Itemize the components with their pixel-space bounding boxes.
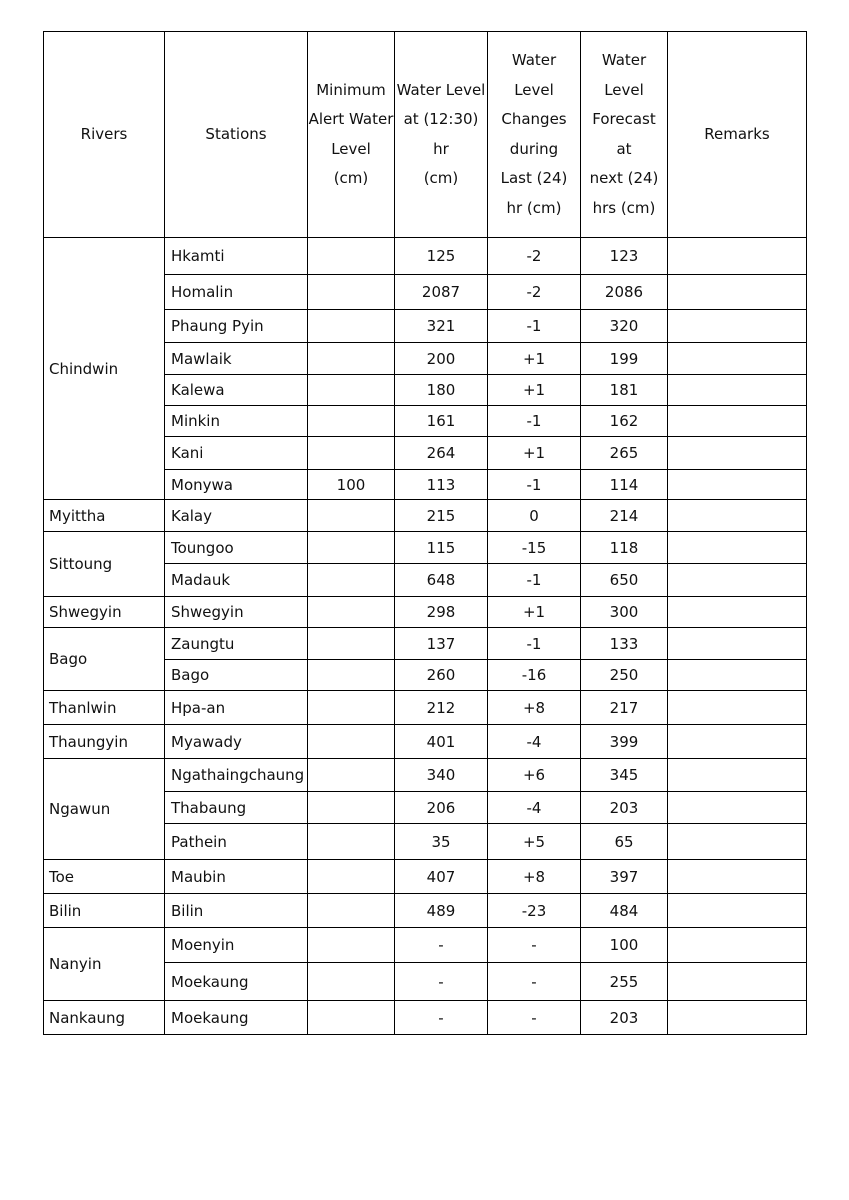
change-cell: -16 [488,660,581,691]
forecast-cell: 345 [581,759,668,792]
header-row [44,32,807,238]
alert-level-cell [308,310,395,343]
water-level-cell: - [395,1001,488,1035]
header-forecast: Water Level Forecast at next (24) hrs (cm) [581,32,668,238]
forecast-cell: 181 [581,375,668,406]
remarks-cell [668,470,807,500]
header-min-alert: Minimum Alert Water Level (cm) [308,32,395,238]
station-cell: Kani [165,437,308,470]
river-cell: Bilin [44,894,165,928]
header-water-level: Water Level at (12:30) hr (cm) [395,32,488,238]
forecast-cell: 199 [581,343,668,375]
change-cell: 0 [488,500,581,532]
alert-level-cell [308,564,395,597]
table-row [44,894,807,928]
alert-level-cell [308,597,395,628]
remarks-cell [668,238,807,275]
water-level-cell: 125 [395,238,488,275]
water-level-cell: 161 [395,406,488,437]
remarks-cell [668,275,807,310]
remarks-cell [668,406,807,437]
river-cell: Sittoung [44,532,165,597]
river-cell: Nanyin [44,928,165,1001]
river-cell: Thanlwin [44,691,165,725]
station-cell: Phaung Pyin [165,310,308,343]
change-cell: +8 [488,860,581,894]
forecast-cell: 217 [581,691,668,725]
change-cell: -15 [488,532,581,564]
remarks-cell [668,437,807,470]
alert-level-cell [308,963,395,1001]
header-stations: Stations [165,32,308,238]
remarks-cell [668,860,807,894]
forecast-cell: 162 [581,406,668,437]
station-cell: Homalin [165,275,308,310]
river-cell: Nankaung [44,1001,165,1035]
alert-level-cell [308,928,395,963]
change-cell: -4 [488,725,581,759]
alert-level-cell [308,238,395,275]
alert-level-cell [308,1001,395,1035]
change-cell: +5 [488,824,581,860]
water-level-cell: 206 [395,792,488,824]
change-cell: - [488,928,581,963]
water-level-cell: 298 [395,597,488,628]
alert-level-cell [308,406,395,437]
forecast-cell: 397 [581,860,668,894]
alert-level-cell [308,437,395,470]
alert-level-cell [308,628,395,660]
remarks-cell [668,597,807,628]
river-cell: Myittha [44,500,165,532]
remarks-cell [668,792,807,824]
alert-level-cell [308,660,395,691]
remarks-cell [668,564,807,597]
station-cell: Madauk [165,564,308,597]
table-row [44,1001,807,1035]
station-cell: Monywa [165,470,308,500]
forecast-cell: 114 [581,470,668,500]
table-row [44,759,807,792]
water-level-cell: 2087 [395,275,488,310]
remarks-cell [668,928,807,963]
header-remarks: Remarks [668,32,807,238]
station-cell: Toungoo [165,532,308,564]
remarks-cell [668,375,807,406]
forecast-cell: 214 [581,500,668,532]
water-level-cell: 321 [395,310,488,343]
forecast-cell: 65 [581,824,668,860]
forecast-cell: 133 [581,628,668,660]
alert-level-cell [308,532,395,564]
remarks-cell [668,500,807,532]
remarks-cell [668,963,807,1001]
forecast-cell: 484 [581,894,668,928]
river-cell: Thaungyin [44,725,165,759]
forecast-cell: 203 [581,792,668,824]
water-level-cell: 648 [395,564,488,597]
water-level-cell: 180 [395,375,488,406]
change-cell: - [488,1001,581,1035]
table-row [44,860,807,894]
river-cell: Chindwin [44,238,165,500]
water-level-cell: 264 [395,437,488,470]
table-row [44,238,807,275]
station-cell: Mawlaik [165,343,308,375]
remarks-cell [668,532,807,564]
water-level-cell: 113 [395,470,488,500]
station-cell: Hkamti [165,238,308,275]
change-cell: +1 [488,375,581,406]
alert-level-cell [308,725,395,759]
change-cell: -1 [488,470,581,500]
river-cell: Bago [44,628,165,691]
station-cell: Kalay [165,500,308,532]
table-row [44,500,807,532]
change-cell: -1 [488,628,581,660]
river-cell: Shwegyin [44,597,165,628]
water-level-table [43,31,807,1035]
remarks-cell [668,759,807,792]
change-cell: +1 [488,597,581,628]
forecast-cell: 100 [581,928,668,963]
change-cell: +8 [488,691,581,725]
station-cell: Bago [165,660,308,691]
change-cell: -1 [488,406,581,437]
change-cell: -2 [488,238,581,275]
alert-level-cell [308,275,395,310]
water-level-cell: 215 [395,500,488,532]
table-row [44,725,807,759]
station-cell: Pathein [165,824,308,860]
station-cell: Thabaung [165,792,308,824]
forecast-cell: 300 [581,597,668,628]
station-cell: Maubin [165,860,308,894]
forecast-cell: 255 [581,963,668,1001]
alert-level-cell [308,691,395,725]
station-cell: Ngathaingchaung [165,759,308,792]
alert-level-cell [308,759,395,792]
water-level-cell: 115 [395,532,488,564]
alert-level-cell [308,792,395,824]
remarks-cell [668,725,807,759]
change-cell: +1 [488,343,581,375]
alert-level-cell: 100 [308,470,395,500]
table-body [44,238,807,1035]
change-cell: -23 [488,894,581,928]
remarks-cell [668,660,807,691]
forecast-cell: 250 [581,660,668,691]
alert-level-cell [308,375,395,406]
forecast-cell: 320 [581,310,668,343]
station-cell: Zaungtu [165,628,308,660]
change-cell: -1 [488,564,581,597]
forecast-cell: 2086 [581,275,668,310]
water-level-cell: 137 [395,628,488,660]
station-cell: Hpa-an [165,691,308,725]
water-level-cell: 260 [395,660,488,691]
remarks-cell [668,824,807,860]
forecast-cell: 399 [581,725,668,759]
change-cell: - [488,963,581,1001]
station-cell: Myawady [165,725,308,759]
change-cell: -4 [488,792,581,824]
river-cell: Toe [44,860,165,894]
alert-level-cell [308,500,395,532]
alert-level-cell [308,860,395,894]
station-cell: Shwegyin [165,597,308,628]
water-level-cell: 200 [395,343,488,375]
forecast-cell: 118 [581,532,668,564]
change-cell: +6 [488,759,581,792]
alert-level-cell [308,824,395,860]
change-cell: -1 [488,310,581,343]
alert-level-cell [308,343,395,375]
water-level-cell: 489 [395,894,488,928]
change-cell: -2 [488,275,581,310]
remarks-cell [668,310,807,343]
station-cell: Moekaung [165,963,308,1001]
remarks-cell [668,691,807,725]
station-cell: Bilin [165,894,308,928]
forecast-cell: 650 [581,564,668,597]
water-level-cell: 35 [395,824,488,860]
forecast-cell: 123 [581,238,668,275]
table-row [44,928,807,963]
forecast-cell: 265 [581,437,668,470]
remarks-cell [668,343,807,375]
remarks-cell [668,1001,807,1035]
table-row [44,691,807,725]
alert-level-cell [308,894,395,928]
water-level-cell: 401 [395,725,488,759]
station-cell: Moenyin [165,928,308,963]
table-row [44,628,807,660]
station-cell: Moekaung [165,1001,308,1035]
table-row [44,597,807,628]
remarks-cell [668,628,807,660]
header-changes: Water Level Changes during Last (24) hr (cm) [488,32,581,238]
forecast-cell: 203 [581,1001,668,1035]
station-cell: Minkin [165,406,308,437]
water-level-cell: 212 [395,691,488,725]
river-cell: Ngawun [44,759,165,860]
header-rivers: Rivers [44,32,165,238]
water-level-cell: 407 [395,860,488,894]
remarks-cell [668,894,807,928]
change-cell: +1 [488,437,581,470]
table-row [44,532,807,564]
water-level-cell: - [395,963,488,1001]
water-level-cell: 340 [395,759,488,792]
water-level-cell: - [395,928,488,963]
station-cell: Kalewa [165,375,308,406]
